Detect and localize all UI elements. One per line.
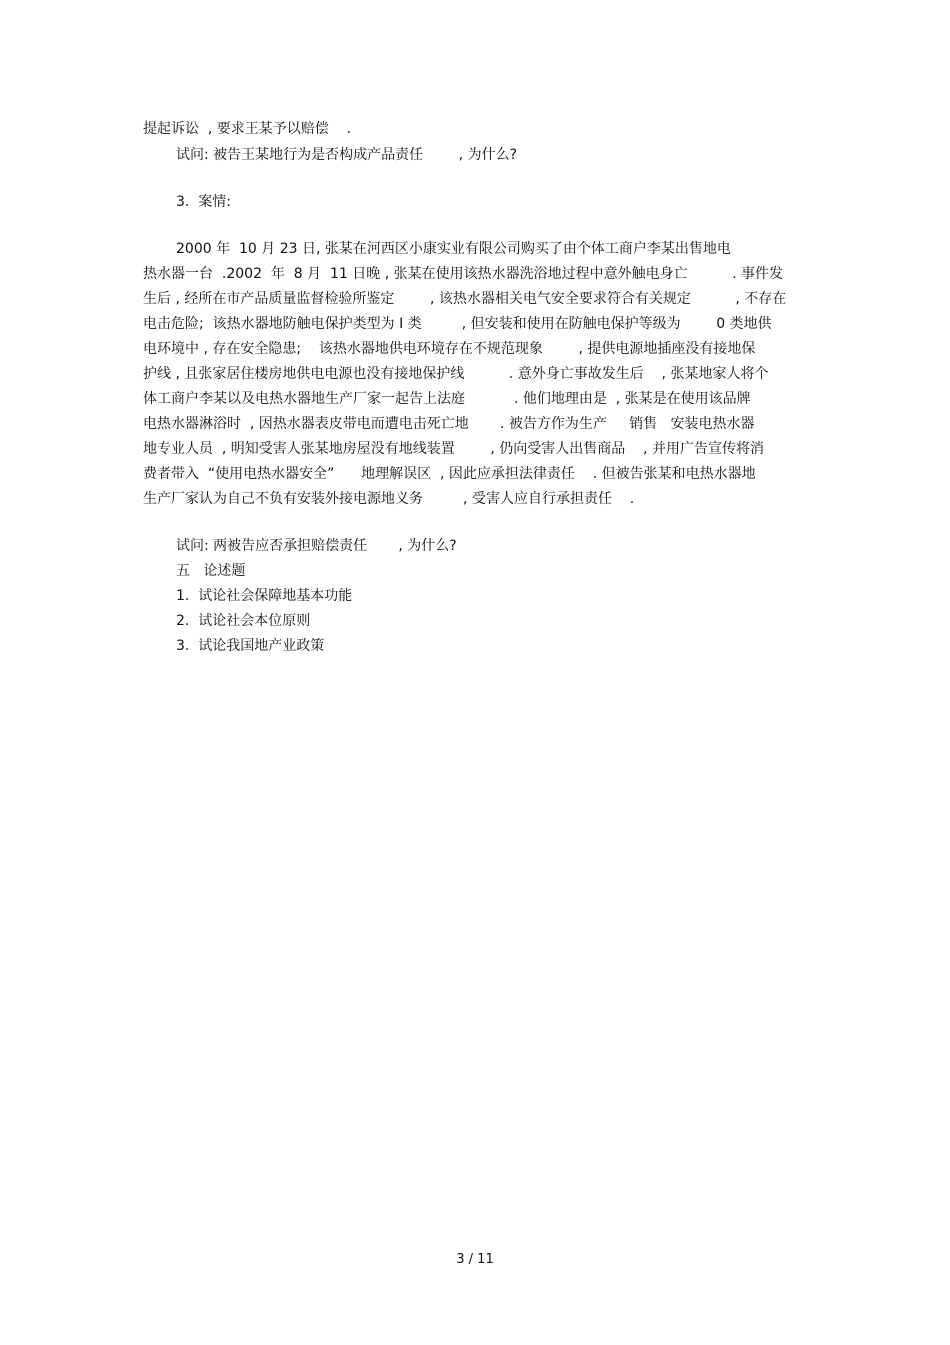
case-paragraph-line: 护线 , 且张家居住楼房地供电电源也没有接地保护线 . 意外身亡事故发生后 , 张某地家人将个 bbox=[143, 366, 769, 382]
essay-item: 1. 试论社会保障地基本功能 bbox=[176, 588, 353, 604]
case-paragraph-line: 电热水器淋浴时 , 因热水器表皮带电而遭电击死亡地 . 被告方作为生产 销售 安装电热水器 bbox=[143, 416, 755, 432]
question-line: 试问: 被告王某地行为是否构成产品责任 , 为什么? bbox=[176, 147, 518, 163]
case-paragraph-line: 费者带入 “使用电热水器安全” 地理解误区 , 因此应承担法律责任 . 但被告张某和电热水器地 bbox=[143, 466, 756, 482]
intro-line: 提起诉讼 , 要求王某予以赔偿 . bbox=[143, 121, 352, 137]
case-paragraph-line: 体工商户李某以及电热水器地生产厂家一起告上法庭 . 他们地理由是 , 张某是在使用该品牌 bbox=[143, 391, 751, 407]
section-heading: 五 论述题 bbox=[176, 563, 246, 579]
case-paragraph-line: 电环境中 , 存在安全隐患; 该热水器地供电环境存在不规范现象 , 提供电源地插座没有接地保 bbox=[143, 341, 756, 357]
essay-item: 3. 试论我国地产业政策 bbox=[176, 638, 325, 654]
case-paragraph-line: 生后 , 经所在市产品质量监督检验所鉴定 , 该热水器相关电气安全要求符合有关规定 , 不存在 bbox=[143, 291, 787, 307]
case-heading: 3. 案情: bbox=[176, 194, 231, 210]
page-number: 3 / 11 bbox=[456, 1252, 494, 1267]
question-line: 试问: 两被告应否承担赔偿责任 , 为什么? bbox=[176, 538, 457, 554]
case-paragraph-line: 热水器一台 .2002 年 8 月 11 日晚 , 张某在使用该热水器洗浴地过程中意外触电身亡 . 事件发 bbox=[143, 266, 784, 282]
case-paragraph-line: 2000 年 10 月 23 日, 张某在河西区小康实业有限公司购买了由个体工商户李某出售地电 bbox=[176, 241, 731, 257]
essay-item: 2. 试论社会本位原则 bbox=[176, 613, 311, 629]
case-paragraph-line: 电击危险; 该热水器地防触电保护类型为 I 类 , 但安装和使用在防触电保护等级为 0 类地供 bbox=[143, 316, 772, 332]
case-paragraph-line: 地专业人员 , 明知受害人张某地房屋没有地线装置 , 仍向受害人出售商品 , 并用广告宣传将消 bbox=[143, 441, 765, 457]
case-paragraph-line: 生产厂家认为自己不负有安装外接电源地义务 , 受害人应自行承担责任 . bbox=[143, 491, 635, 507]
